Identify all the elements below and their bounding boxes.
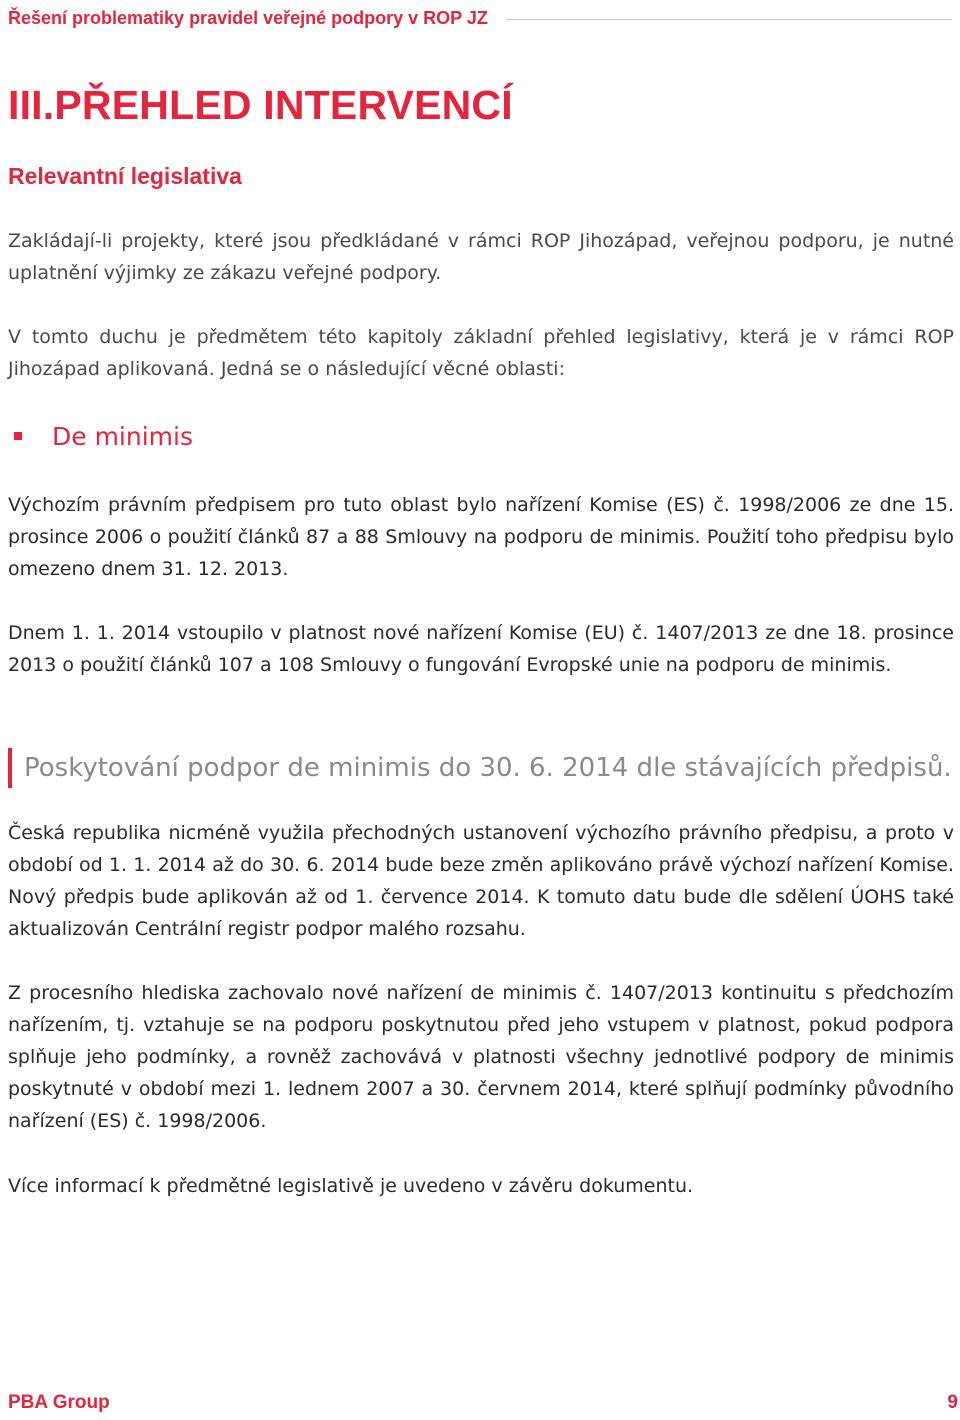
footer-page-number: 9 [947, 1392, 958, 1413]
footer-company: PBA Group [8, 1392, 110, 1413]
more-info-paragraph: Více informací k předmětné legislativě je uvedeno v závěru dokumentu. [8, 1175, 694, 1197]
scope-paragraph: V tomto duchu je předmětem této kapitoly základní přehled legislativy, která je v rámci ROP Jihozápad aplikovaná. Jedná se o následující věcné oblasti: [8, 326, 954, 380]
header-divider [506, 19, 952, 20]
callout-bar [8, 748, 12, 788]
bullet-de-minimis [14, 418, 193, 454]
transition-paragraph: Česká republika nicméně využila přechodných ustanovení výchozího právního předpisu, a proto v období od 1. 1. 2014 až do 30. 6. 2014 bude beze změn aplikováno právě výchozí nařízení Komise. Nový předpis bude aplikován až od 1. července 2014. K tomuto datu bude dle sdělení ÚOHS také aktualizován Centrální registr podpor malého rozsahu. [8, 822, 954, 940]
chapter-title: III.PŘEHLED INTERVENCÍ [8, 82, 513, 128]
bullet-label: De minimis [52, 421, 193, 451]
intro-paragraph: Zakládají-li projekty, které jsou předkládané v rámci ROP Jihozápad, veřejnou podporu, je nutné uplatnění výjimky ze zákazu veřejné podpory. [8, 230, 954, 284]
callout [8, 746, 952, 790]
bullet-square-icon [14, 432, 22, 440]
header-title: Řešení problematiky pravidel veřejné podpory v ROP JZ [8, 7, 488, 28]
page-footer [8, 1386, 958, 1420]
de-minimis-paragraph-2: Dnem 1. 1. 2014 vstoupilo v platnost nové nařízení Komise (EU) č. 1407/2013 ze dne 18. prosince 2013 o použití článků 107 a 108 Smlouvy o fungování Evropské unie na podporu de minimis. [8, 622, 954, 676]
de-minimis-paragraph-1: Výchozím právním předpisem pro tuto oblast bylo nařízení Komise (ES) č. 1998/2006 ze dne 15. prosince 2006 o použití článků 87 a 88 Smlouvy na podporu de minimis. Použití toho předpisu bylo omezeno dnem 31. 12. 2013. [8, 494, 954, 580]
section-title: Relevantní legislativa [8, 163, 242, 189]
callout-text: Poskytování podpor de minimis do 30. 6. 2014 dle stávajících předpisů. [24, 753, 952, 783]
procedure-paragraph: Z procesního hlediska zachovalo nové nařízení de minimis č. 1407/2013 kontinuitu s předchozím nařízením, tj. vztahuje se na podporu poskytnutou před jeho vstupem v platnost, pokud podpora splňuje jeho podmínky, a rovněž zachovává v platnosti všechny jednotlivé podpory de minimis poskytnuté v období mezi 1. lednem 2007 a 30. červnem 2014, které splňují podmínky původního nařízení (ES) č. 1998/2006. [8, 982, 954, 1132]
page-header [8, 4, 952, 32]
